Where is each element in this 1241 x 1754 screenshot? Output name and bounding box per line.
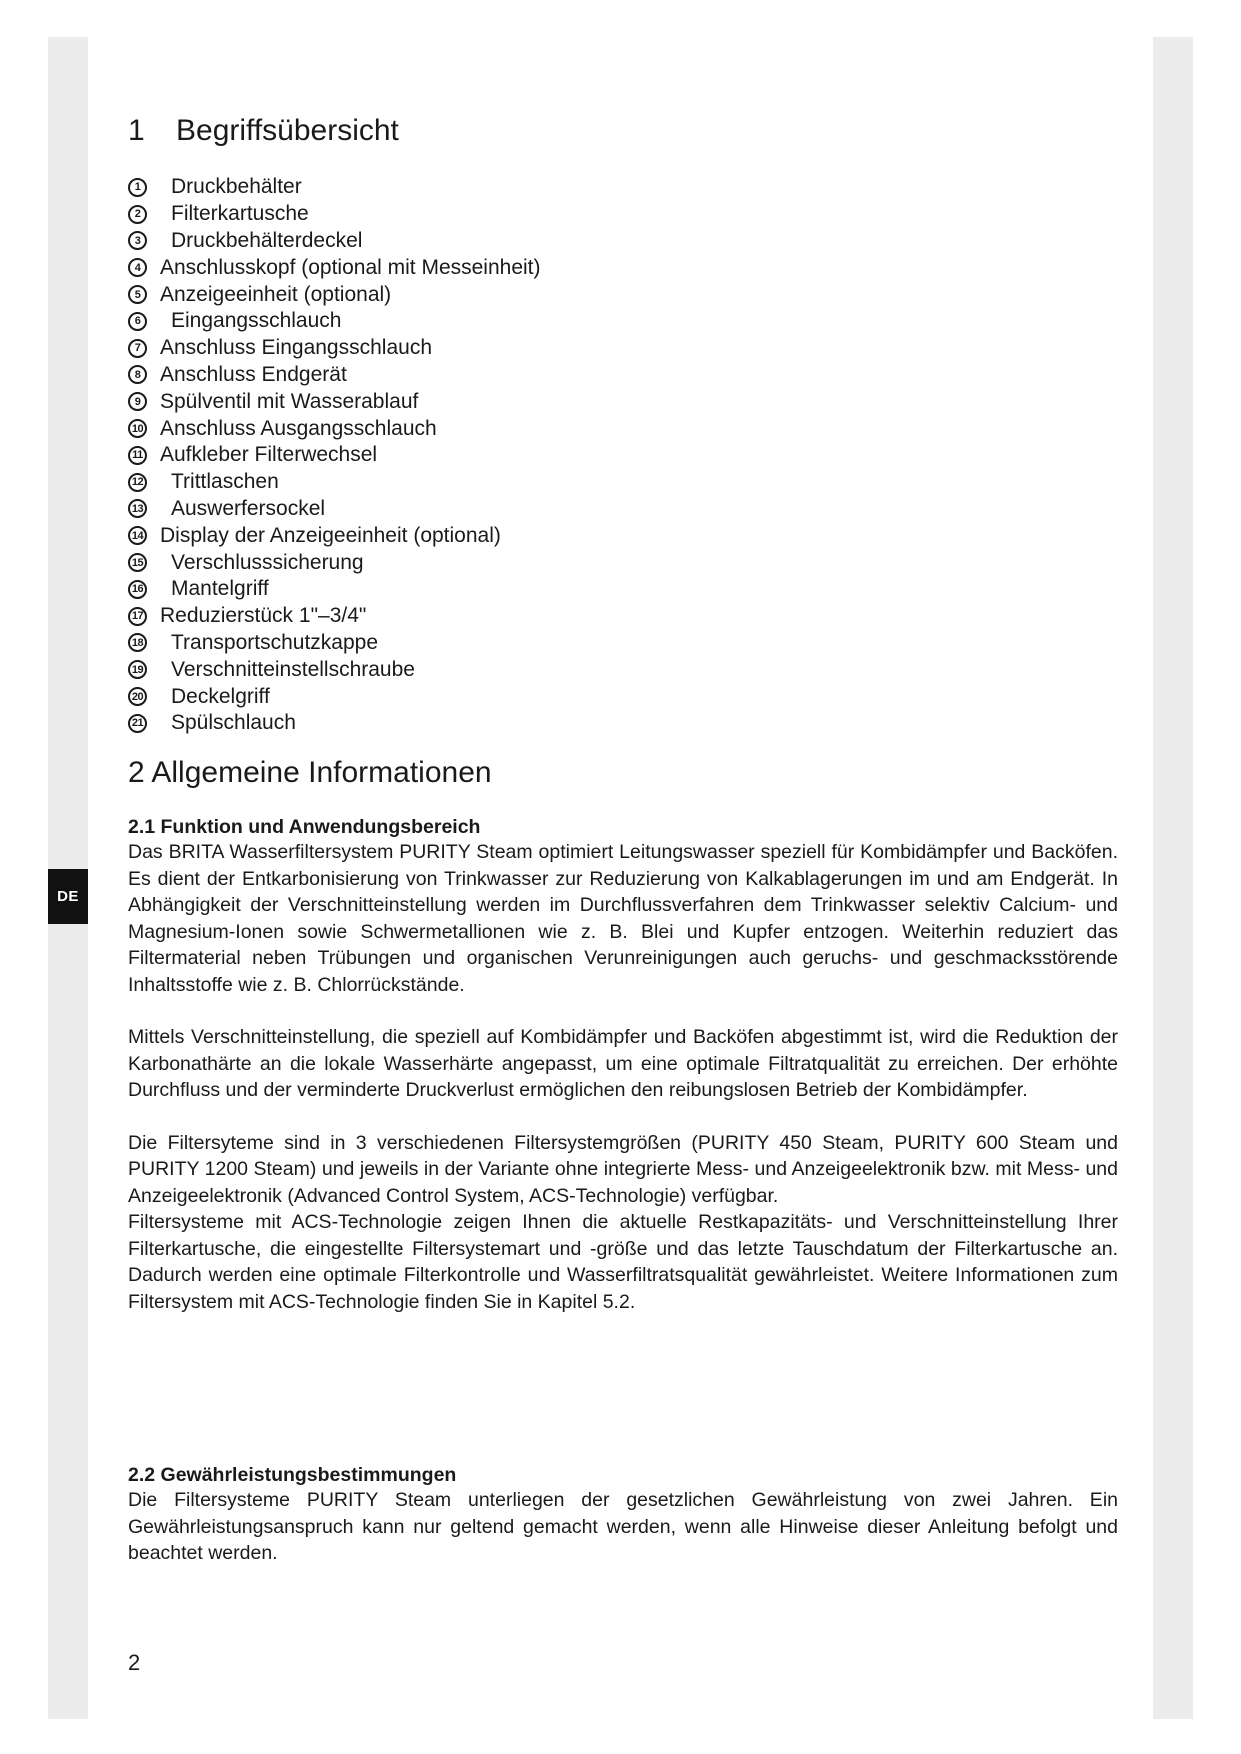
- legend-label: Eingangsschlauch: [171, 309, 342, 333]
- legend-number-badge: 3: [128, 231, 147, 250]
- legend-item: [128, 549, 541, 576]
- legend-label: Spülschlauch: [171, 711, 296, 735]
- legend-label: Verschlusssicherung: [171, 550, 364, 574]
- legend-number-badge: 20: [128, 687, 147, 706]
- subsection-2-1-paragraph-3: Die Filtersyteme sind in 3 verschiedenen Filtersystemgrößen (PURITY 450 Steam, PURITY 600 Steam und PURITY 1200 Steam) und jeweils in der Variante ohne integrierte Mess- und Anzeigeelektronik bzw. mit Mess- und Anzeigeelektronik (Advanced Control System, ACS-Technologie) verfügbar.: [128, 1131, 1118, 1207]
- legend-number-badge: 2: [128, 205, 147, 224]
- legend-item: [128, 201, 541, 228]
- legend-item: [128, 308, 541, 335]
- subsection-2-1-paragraph-2: Mittels Verschnitteinstellung, die speziell auf Kombidämpfer und Backöfen abgestimmt ist, wird die Reduktion der Karbonathärte an die lokale Wasserhärte angepasst, um eine optimale Filtratqualität zu erreichen. Der erhöhte Durchfluss und der verminderte Druckverlust ermöglichen den reibungslosen Betrieb der Kombidämpfer.: [128, 1026, 1118, 1101]
- parts-legend: [128, 174, 541, 737]
- legend-label: Druckbehälterdeckel: [171, 228, 363, 252]
- subsection-2-2-paragraph-1: Die Filtersysteme PURITY Steam unterliegen der gesetzlichen Gewährleistung von zwei Jahren. Ein Gewährleistungsanspruch kann nur geltend gemacht werden, wenn alle Hinweise dieser Anleitung befolgt und beachtet werden.: [128, 1489, 1118, 1564]
- section-2-number: 2: [128, 756, 145, 789]
- legend-label: Anschlusskopf (optional mit Messeinheit): [160, 255, 541, 279]
- right-margin-strip: [1153, 37, 1193, 1719]
- legend-item: [128, 174, 541, 201]
- legend-label: Display der Anzeigeeinheit (optional): [160, 523, 501, 547]
- legend-item: [128, 630, 541, 657]
- legend-label: Filterkartusche: [171, 202, 309, 226]
- legend-item: [128, 576, 541, 603]
- legend-item: [128, 710, 541, 737]
- legend-item: [128, 603, 541, 630]
- legend-item: [128, 683, 541, 710]
- legend-number-badge: 13: [128, 499, 147, 518]
- legend-number-badge: 21: [128, 714, 147, 733]
- legend-number-badge: 14: [128, 526, 147, 545]
- legend-label: Aufkleber Filterwechsel: [160, 443, 378, 467]
- legend-number-badge: 17: [128, 607, 147, 626]
- legend-item: [128, 281, 541, 308]
- legend-number-badge: 1: [128, 178, 147, 197]
- legend-item: [128, 496, 541, 523]
- legend-item: [128, 442, 541, 469]
- legend-item: [128, 362, 541, 389]
- section-2-heading: [128, 756, 492, 790]
- legend-number-badge: 12: [128, 473, 147, 492]
- legend-label: Transportschutzkappe: [171, 630, 378, 654]
- subsection-2-2-heading: 2.2 Gewährleistungsbestimmungen: [128, 1464, 457, 1486]
- legend-item: [128, 656, 541, 683]
- legend-number-badge: 4: [128, 258, 147, 277]
- legend-label: Anschluss Endgerät: [160, 362, 347, 386]
- section-2-1: [128, 816, 1118, 1315]
- legend-number-badge: 6: [128, 312, 147, 331]
- legend-label: Spülventil mit Wasserablauf: [160, 389, 419, 413]
- legend-label: Trittlaschen: [171, 470, 279, 494]
- legend-number-badge: 11: [128, 446, 147, 465]
- legend-number-badge: 16: [128, 580, 147, 599]
- legend-label: Anschluss Ausgangsschlauch: [160, 416, 437, 440]
- section-1-number: 1: [128, 114, 145, 147]
- legend-label: Mantelgriff: [171, 577, 269, 601]
- legend-number-badge: 18: [128, 633, 147, 652]
- legend-item: [128, 335, 541, 362]
- section-1-heading: [128, 114, 399, 148]
- legend-item: [128, 254, 541, 281]
- legend-number-badge: 15: [128, 553, 147, 572]
- legend-number-badge: 5: [128, 285, 147, 304]
- legend-label: Auswerfersockel: [171, 496, 326, 520]
- legend-number-badge: 7: [128, 339, 147, 358]
- subsection-2-1-paragraph-1: Das BRITA Wasserfiltersystem PURITY Steam optimiert Leitungswasser speziell für Kombidämpfer und Backöfen. Es dient der Entkarbonisierung von Trinkwasser zur Reduzierung von Kalkablagerungen im und am Endgerät. In Abhängigkeit der Verschnitteinstellung werden im Durchflussverfahren dem Trinkwasser selektiv Calcium- und Magnesium-Ionen sowie Schwermetallionen wie z. B. Blei und Kupfer entzogen. Weiterhin reduziert das Filtermaterial neben Trübungen und organischen Verunreinigungen auch geruchs- und geschmacksstörende Inhaltsstoffe wie z. B. Chlorrückstände.: [128, 841, 1118, 996]
- legend-number-badge: 10: [128, 419, 147, 438]
- section-1-title: Begriffsübersicht: [176, 114, 399, 147]
- legend-label: Deckelgriff: [171, 684, 270, 708]
- legend-number-badge: 8: [128, 365, 147, 384]
- legend-label: Verschnitteinstellschraube: [171, 657, 415, 681]
- legend-item: [128, 388, 541, 415]
- page-number: 2: [128, 1650, 141, 1675]
- subsection-2-1-paragraph-4: Filtersysteme mit ACS-Technologie zeigen Ihnen die aktuelle Restkapazitäts- und Verschnitteinstellung Ihrer Filterkartusche, die eingestellte Filtersystemart und -größe und das letzte Tauschdatum der Filterkartusche an. Dadurch werden eine optimale Filterkontrolle und Wasserfiltratsqualität gewährleistet. Weitere Informationen zum Filtersystem mit ACS-Technologie finden Sie in Kapitel 5.2.: [128, 1211, 1118, 1313]
- legend-label: Anschluss Eingangsschlauch: [160, 336, 432, 360]
- legend-item: [128, 469, 541, 496]
- subsection-2-1-heading: 2.1 Funktion und Anwendungsbereich: [128, 816, 481, 838]
- legend-label: Reduzierstück 1"–3/4": [160, 604, 367, 628]
- section-2-title: Allgemeine Informationen: [151, 756, 492, 789]
- legend-number-badge: 9: [128, 392, 147, 411]
- legend-label: Druckbehälter: [171, 175, 302, 199]
- language-tab: DE: [48, 869, 88, 924]
- legend-label: Anzeigeeinheit (optional): [160, 282, 392, 306]
- legend-item: [128, 415, 541, 442]
- legend-item: [128, 522, 541, 549]
- section-2-2: [128, 1464, 1118, 1567]
- legend-number-badge: 19: [128, 660, 147, 679]
- legend-item: [128, 228, 541, 255]
